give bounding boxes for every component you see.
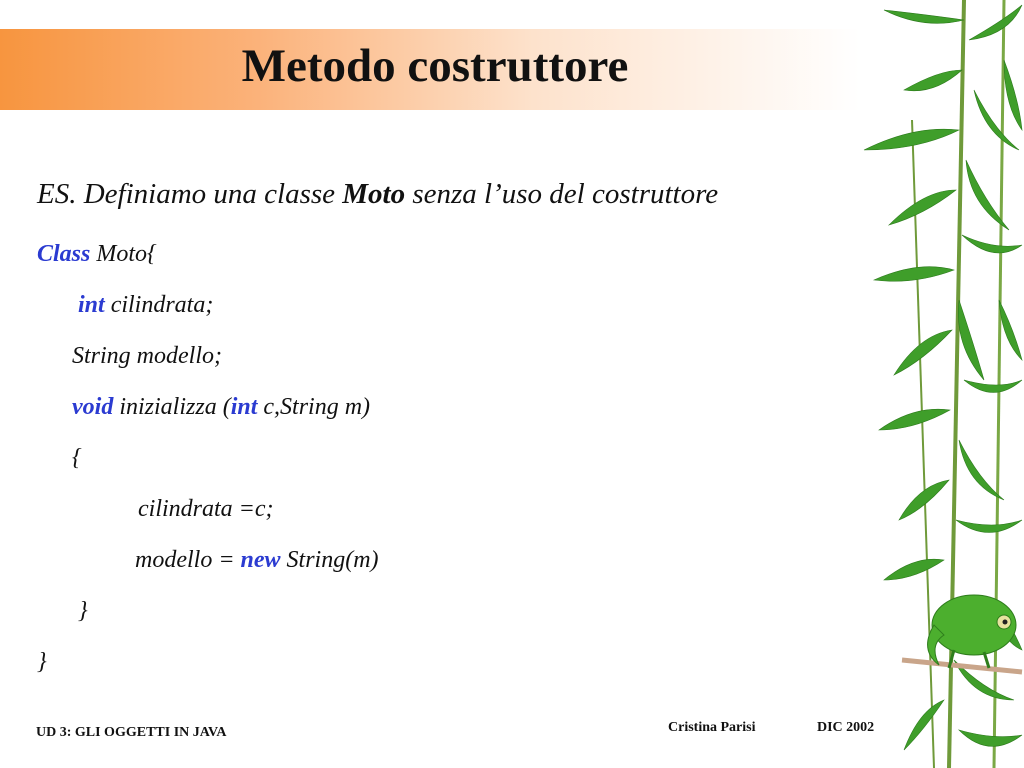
code-text: cilindrata; xyxy=(104,292,214,318)
code-text: modello = xyxy=(135,547,241,573)
code-text: { xyxy=(72,445,82,471)
code-line-close-class xyxy=(37,647,47,677)
footer-author: Cristina Parisi xyxy=(668,720,756,735)
code-text: inizializza ( xyxy=(113,394,231,420)
keyword-new: new xyxy=(240,547,281,573)
subtitle-text-start: ES. Definiamo una classe xyxy=(37,178,343,210)
code-text: } xyxy=(37,649,47,675)
slide-title: Metodo costruttore xyxy=(241,40,629,92)
code-line-assign-modello xyxy=(135,545,379,575)
footer-course: UD 3: GLI OGGETTI IN JAVA xyxy=(36,725,227,740)
code-line-close-method xyxy=(78,596,88,626)
footer-date: DIC 2002 xyxy=(817,720,875,735)
keyword-void: void xyxy=(72,394,114,420)
code-text: } xyxy=(78,598,88,624)
keyword-int: int xyxy=(230,394,258,420)
code-line-class xyxy=(37,239,157,269)
code-text: String(m) xyxy=(280,547,379,573)
code-text: cilindrata =c; xyxy=(138,496,274,522)
subtitle-text-end: senza l’uso del costruttore xyxy=(405,178,719,210)
code-line-method-signature xyxy=(72,392,370,422)
keyword-int: int xyxy=(78,292,105,318)
code-line-field-string xyxy=(72,341,222,371)
code-line-field-int xyxy=(78,290,213,320)
subtitle-class-name: Moto xyxy=(342,178,406,210)
code-line-assign-cilindrata xyxy=(138,494,274,524)
slide-subtitle xyxy=(37,178,718,211)
code-text: c,String m) xyxy=(257,394,371,420)
code-text: String modello; xyxy=(72,343,222,369)
chameleon-icon xyxy=(902,595,1022,672)
bamboo-leaves-icon xyxy=(844,0,1024,768)
code-text: Moto{ xyxy=(90,241,157,267)
code-line-open-brace xyxy=(72,443,82,473)
keyword-class: Class xyxy=(37,241,91,267)
